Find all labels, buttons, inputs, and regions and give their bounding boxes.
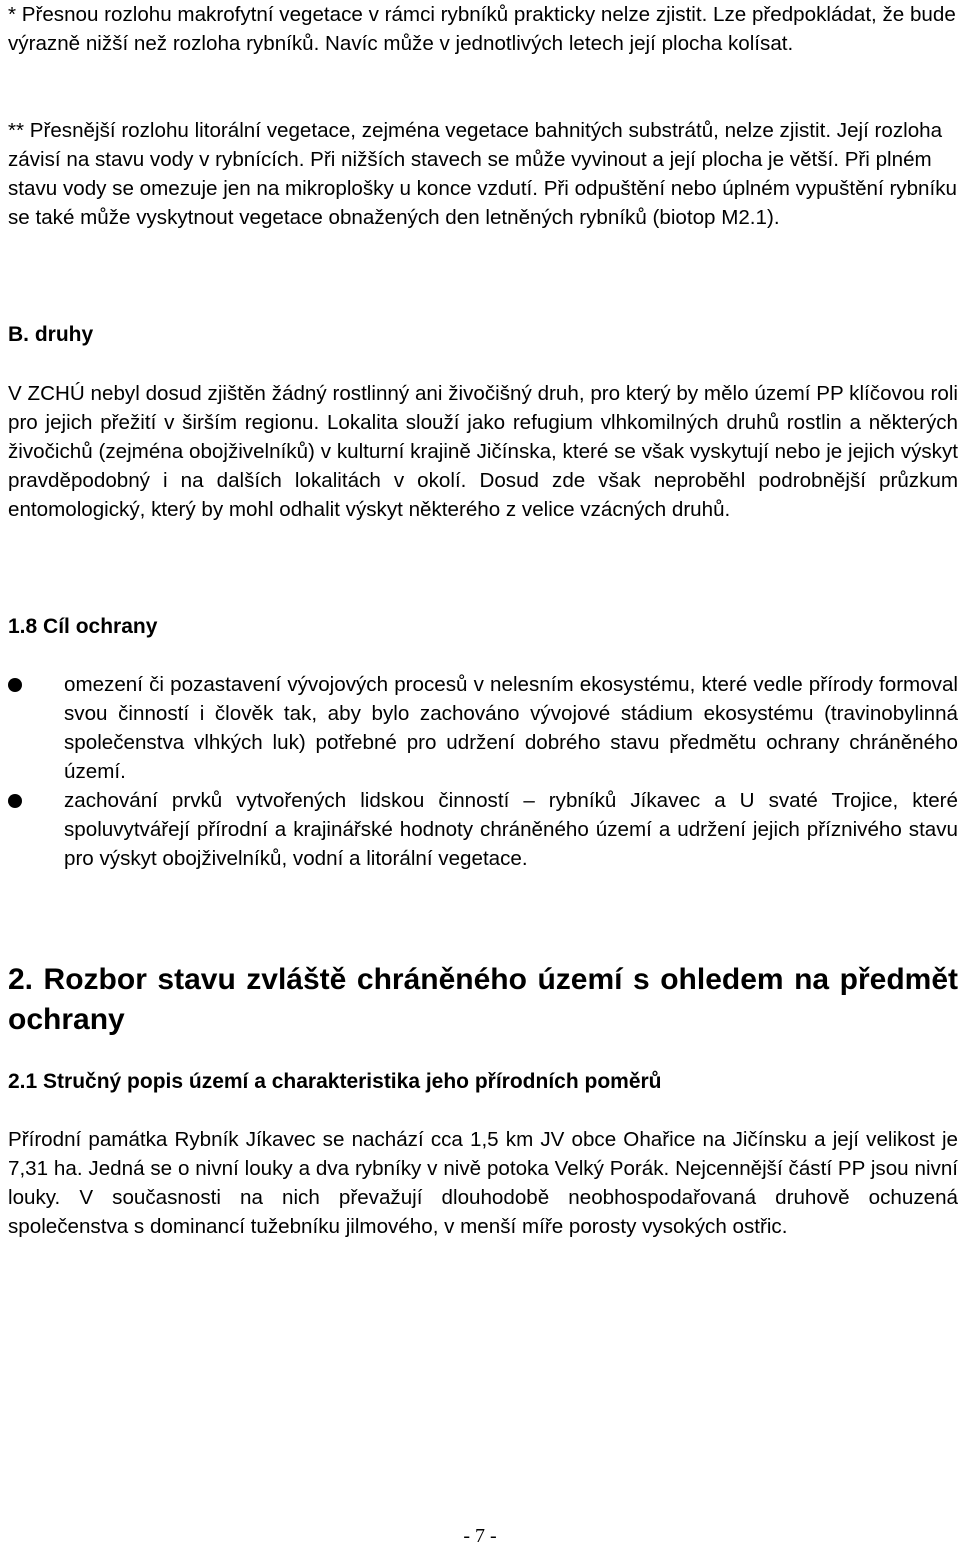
- paragraph-species: V ZCHÚ nebyl dosud zjištěn žádný rostlinný ani živočišný druh, pro který by mělo území PP klíčovou roli pro jejich přežití v širším regionu. Lokalita slouží jako refugium vlhkomilných druhů rostlin a některých živočichů (zejména obojživelníků) v kulturní krajině Jičínska, které se však vyskytují nebo je jejich výskyt pravděpodobný i na dalších lokalitách v okolí. Dosud zde však neproběhl podrobnější průzkum entomologický, který by mohl odhalit výskyt některého z velice vzácných druhů.: [8, 382, 958, 521]
- footnote-littoral: ** Přesnější rozlohu litorální vegetace, zejména vegetace bahnitých substrátů, nelze zjistit. Její rozloha závisí na stavu vody v rybnících. Při nižších stavech se může vyvinout a její plocha je větší. Při plném stavu vody se omezuje jen na mikroplošky u konce vzdutí. Při odpuštění nebo úplném vypuštění rybníku se také může vyskytnout vegetace obnažených den letněných rybníků (biotop M2.1).: [8, 119, 957, 229]
- footnote-macrophyte: * Přesnou rozlohu makrofytní vegetace v rámci rybníků prakticky nelze zjistit. Lze předpokládat, že bude výrazně nižší než rozloha rybníků. Navíc může v jednotlivých letech její plocha kolísat.: [8, 3, 956, 55]
- bullet-dot-icon: [8, 678, 22, 692]
- bullet-text: omezení či pozastavení vývojových procesů v nelesním ekosystému, které vedle přírody formoval svou činností i člověk tak, aby bylo zachováno vývojové stádium ekosystému (travinobylinná společenstva vlhkých luk) potřebné pro udržení dobrého stavu předmětu ochrany chráněného území.: [64, 673, 958, 783]
- page-number: - 7 -: [463, 1525, 497, 1547]
- heading-chapter-2: 2. Rozbor stavu zvláště chráněného území s ohledem na předmět ochrany: [8, 963, 958, 1036]
- heading-species: B. druhy: [8, 323, 94, 346]
- bullet-dot-icon: [8, 794, 22, 808]
- heading-protection-goal: 1.8 Cíl ochrany: [8, 615, 158, 638]
- bullet-text: zachování prvků vytvořených lidskou činností – rybníků Jíkavec a U svaté Trojice, které spoluvytvářejí přírodní a krajinářské hodnoty chráněného území a udržení jejich příznivého stavu pro výskyt obojživelníků, vodní a litorální vegetace.: [64, 789, 958, 870]
- paragraph-area-description: Přírodní památka Rybník Jíkavec se nachází cca 1,5 km JV obce Ohařice na Jičínsku a její velikost je 7,31 ha. Jedná se o nivní louky a dva rybníky v nivě potoka Velký Porák. Nejcennější částí PP jsou nivní louky. V současnosti na nich převažují dlouhodobě neobhospodařovaná druhově ochuzená společenstva s dominancí tužebníku jilmového, v menší míře porosty vysokých ostřic.: [8, 1128, 958, 1238]
- heading-section-2-1: 2.1 Stručný popis území a charakteristika jeho přírodních poměrů: [8, 1070, 662, 1093]
